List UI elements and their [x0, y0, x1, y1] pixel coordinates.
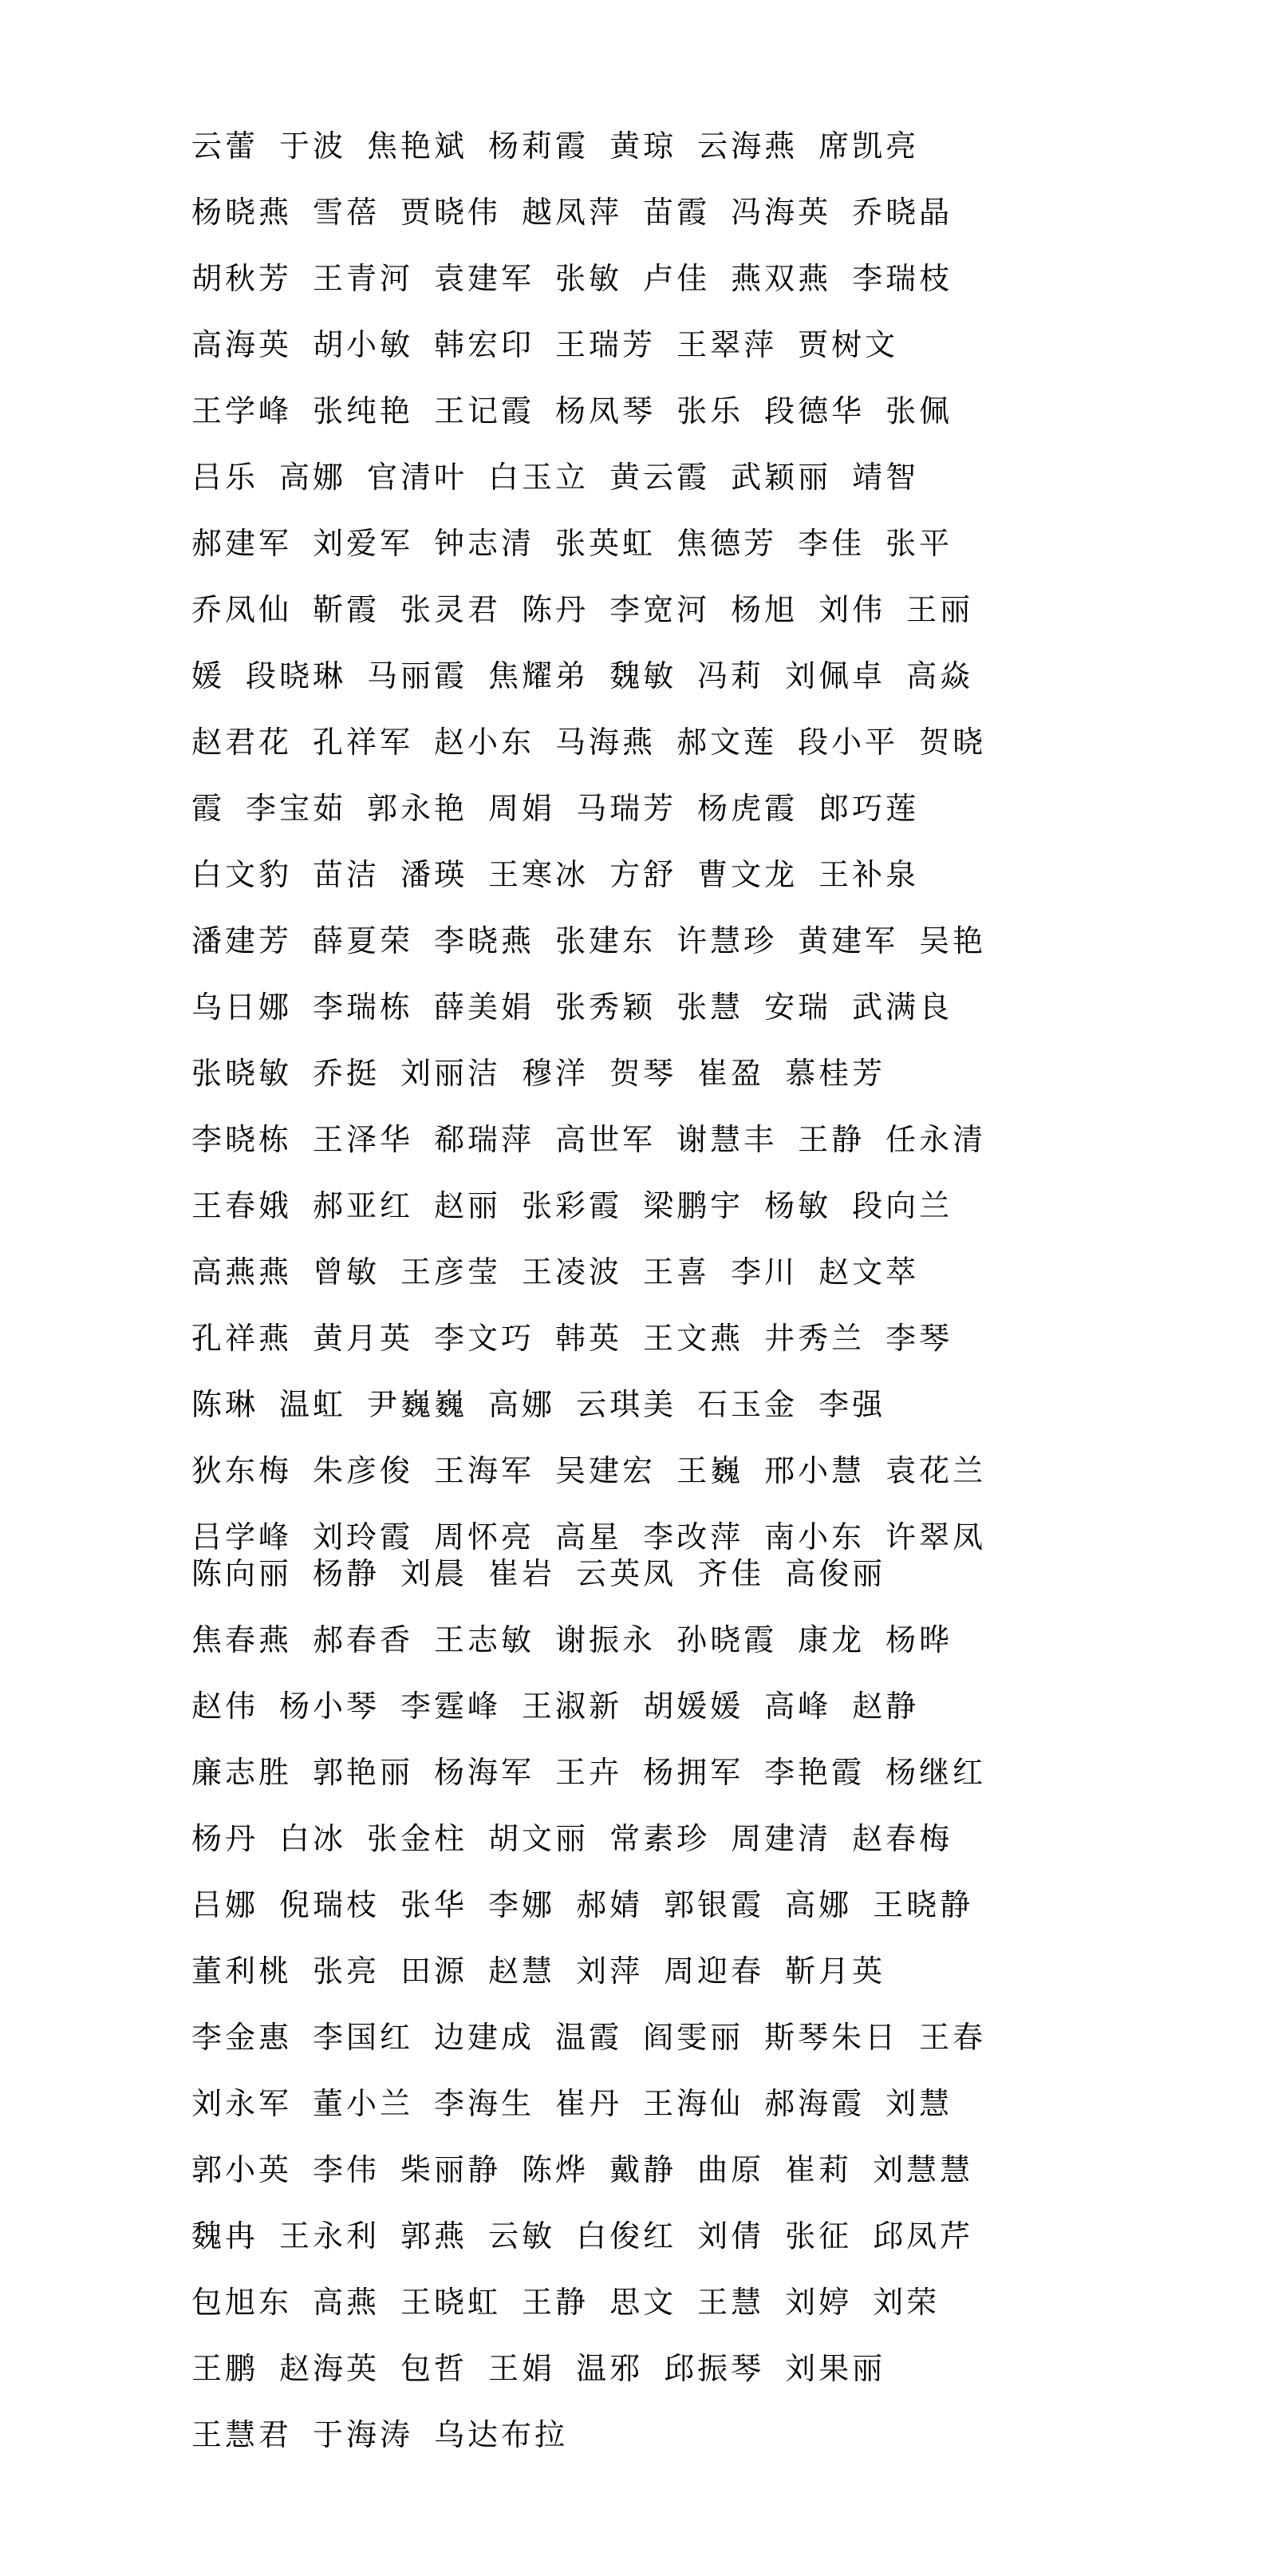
person-name: 王慧君 [191, 2417, 293, 2452]
person-name: 张秀颖 [555, 990, 657, 1025]
person-name: 许慧珍 [676, 923, 778, 958]
person-name: 高焱 [906, 658, 974, 693]
person-name: 郭艳丽 [313, 1755, 414, 1790]
person-name: 张平 [885, 526, 953, 561]
person-name: 高娜 [488, 1387, 556, 1422]
person-name: 乌达布拉 [434, 2417, 569, 2452]
person-name: 梁鹏宇 [643, 1188, 744, 1223]
person-name: 马丽霞 [367, 658, 468, 693]
person-name: 安瑞 [764, 990, 832, 1025]
person-name: 李伟 [313, 2152, 381, 2187]
person-name: 吕学峰 [191, 1519, 293, 1555]
person-name: 黄琼 [609, 128, 677, 164]
name-list-line [191, 1121, 1221, 1158]
person-name: 刘丽洁 [400, 1056, 502, 1091]
name-list-line [191, 724, 1221, 761]
person-name: 孔祥燕 [191, 1321, 293, 1356]
person-name: 周娟 [488, 791, 556, 826]
person-name: 孔祥军 [313, 725, 414, 760]
person-name: 齐佳 [697, 1556, 765, 1591]
person-name: 狄东梅 [191, 1453, 293, 1488]
person-name: 赵伟 [191, 1689, 259, 1724]
name-list-line [191, 1820, 1221, 1857]
person-name: 廉志胜 [191, 1755, 293, 1790]
person-name: 刘佩卓 [785, 658, 886, 693]
person-name: 刘伟 [818, 592, 886, 627]
person-name: 刘晨 [400, 1556, 468, 1591]
person-name: 刘荣 [873, 2285, 941, 2320]
person-name: 赵慧 [488, 1954, 556, 1989]
person-name: 董利桃 [191, 1954, 293, 1989]
person-name: 陈烨 [522, 2152, 590, 2187]
person-name: 袁花兰 [885, 1453, 987, 1488]
person-name: 李晓栋 [191, 1122, 293, 1157]
person-name: 杨莉霞 [488, 128, 590, 164]
person-name: 张晓敏 [191, 1056, 293, 1091]
person-name: 乌日娜 [191, 990, 293, 1025]
person-name: 王泽华 [313, 1122, 414, 1157]
person-name: 温霞 [555, 2020, 623, 2055]
name-list [191, 128, 1221, 2483]
person-name: 李霆峰 [400, 1689, 502, 1724]
person-name: 卢佳 [643, 261, 711, 296]
person-name: 白冰 [279, 1821, 347, 1856]
name-list-line [191, 1187, 1221, 1224]
person-name: 刘慧 [885, 2086, 953, 2121]
person-name: 尹巍巍 [367, 1387, 468, 1422]
person-name: 郭永艳 [367, 791, 468, 826]
person-name: 云海燕 [697, 128, 799, 164]
person-name: 于海涛 [313, 2417, 414, 2452]
person-name: 石玉金 [697, 1387, 799, 1422]
person-name: 李海生 [434, 2086, 535, 2121]
person-name: 杨晓燕 [191, 195, 293, 230]
person-name: 杨凤琴 [555, 393, 657, 429]
person-name: 王文燕 [643, 1321, 744, 1356]
name-list-line [191, 1887, 1221, 1923]
person-name: 王补泉 [818, 857, 920, 892]
person-name: 刘倩 [697, 2218, 765, 2254]
person-name: 高娜 [279, 460, 347, 495]
person-name: 焦德芳 [676, 526, 778, 561]
person-name: 崔丹 [555, 2086, 623, 2121]
person-name: 包旭东 [191, 2285, 293, 2320]
person-name: 李文巧 [434, 1321, 535, 1356]
person-name: 王静 [522, 2285, 590, 2320]
name-list-line [191, 1688, 1221, 1725]
person-name: 赵春梅 [852, 1821, 953, 1856]
person-name: 杨晔 [885, 1622, 953, 1657]
person-name: 郝海霞 [764, 2086, 866, 2121]
person-name: 焦艳斌 [367, 128, 468, 164]
person-name: 常素珍 [609, 1821, 711, 1856]
person-name: 白文豹 [191, 857, 293, 892]
person-name: 马瑞芳 [576, 791, 677, 826]
person-name: 胡秋芳 [191, 261, 293, 296]
person-name: 高峰 [764, 1689, 832, 1724]
person-name: 乔晓晶 [852, 195, 953, 230]
name-list-line [191, 1519, 1221, 1555]
name-list-line [191, 923, 1221, 959]
person-name: 靳霞 [313, 592, 381, 627]
person-name: 李佳 [798, 526, 866, 561]
person-name: 邱凤芹 [873, 2218, 974, 2254]
person-name: 杨敏 [764, 1188, 832, 1223]
person-name: 朱彦俊 [313, 1453, 414, 1488]
name-list-line [191, 1320, 1221, 1357]
person-name: 段德华 [764, 393, 866, 429]
person-name: 王静 [798, 1122, 866, 1157]
person-name: 周迎春 [664, 1954, 765, 1989]
person-name: 张纯艳 [313, 393, 414, 429]
person-name: 孙晓霞 [676, 1622, 778, 1657]
person-name: 霞 [191, 791, 226, 826]
person-name: 张华 [400, 1887, 468, 1922]
person-name: 薛夏荣 [313, 923, 414, 958]
person-name: 韩英 [555, 1321, 623, 1356]
name-list-line [191, 2085, 1221, 2122]
person-name: 李艳霞 [764, 1755, 866, 1790]
person-name: 倪瑞枝 [279, 1887, 381, 1922]
person-name: 王鹏 [191, 2351, 259, 2386]
name-list-line [191, 989, 1221, 1025]
person-name: 郭小英 [191, 2152, 293, 2187]
person-name: 王慧 [697, 2285, 765, 2320]
person-name: 越凤萍 [522, 195, 623, 230]
person-name: 赵海英 [279, 2351, 381, 2386]
person-name: 于波 [279, 128, 347, 164]
name-list-line [191, 2218, 1221, 2254]
person-name: 袁建军 [434, 261, 535, 296]
person-name: 雪蓓 [313, 195, 381, 230]
name-list-line [191, 1622, 1221, 1658]
person-name: 曾敏 [313, 1254, 381, 1290]
person-name: 曲原 [697, 2152, 765, 2187]
name-list-line [191, 2416, 1221, 2453]
person-name: 王志敏 [434, 1622, 535, 1657]
name-list-line [191, 2284, 1221, 2321]
person-name: 李瑞枝 [852, 261, 953, 296]
person-name: 杨静 [313, 1556, 381, 1591]
person-name: 云敏 [488, 2218, 556, 2254]
person-name: 陈琳 [191, 1387, 259, 1422]
person-name: 邢小慧 [764, 1453, 866, 1488]
person-name: 张英虹 [555, 526, 657, 561]
person-name: 焦耀弟 [488, 658, 590, 693]
person-name: 黄月英 [313, 1321, 414, 1356]
person-name: 周建清 [731, 1821, 832, 1856]
person-name: 张彩霞 [522, 1188, 623, 1223]
name-list-line [191, 1754, 1221, 1791]
person-name: 曹文龙 [697, 857, 799, 892]
person-name: 贾树文 [798, 327, 899, 362]
person-name: 高星 [555, 1519, 623, 1555]
person-name: 温邪 [576, 2351, 644, 2386]
person-name: 白俊红 [576, 2218, 677, 2254]
person-name: 斯琴朱日 [764, 2020, 899, 2055]
name-list-line [191, 658, 1221, 694]
person-name: 杨拥军 [643, 1755, 744, 1790]
person-name: 胡媛媛 [643, 1689, 744, 1724]
person-name: 王春 [919, 2020, 987, 2055]
person-name: 许翠凤 [885, 1519, 987, 1555]
person-name: 刘慧慧 [873, 2152, 974, 2187]
person-name: 杨旭 [731, 592, 799, 627]
person-name: 张灵君 [400, 592, 502, 627]
person-name: 张金柱 [367, 1821, 468, 1856]
person-name: 云蕾 [191, 128, 259, 164]
person-name: 苗洁 [313, 857, 381, 892]
person-name: 段小平 [798, 725, 899, 760]
name-list-line [191, 2019, 1221, 2056]
person-name: 吕乐 [191, 460, 259, 495]
person-name: 冯莉 [697, 658, 765, 693]
person-name: 杨丹 [191, 1821, 259, 1856]
person-name: 李改萍 [643, 1519, 744, 1555]
person-name: 王翠萍 [676, 327, 778, 362]
person-name: 焦春燕 [191, 1622, 293, 1657]
person-name: 刘萍 [576, 1954, 644, 1989]
person-name: 南小东 [764, 1519, 866, 1555]
person-name: 王记霞 [434, 393, 535, 429]
person-name: 赵静 [852, 1689, 920, 1724]
person-name: 戴静 [609, 2152, 677, 2187]
person-name: 郝亚红 [313, 1188, 414, 1223]
person-name: 席凯亮 [818, 128, 920, 164]
person-name: 钟志清 [434, 526, 535, 561]
person-name: 潘建芳 [191, 923, 293, 958]
person-name: 杨小琴 [279, 1689, 381, 1724]
person-name: 温虹 [279, 1387, 347, 1422]
person-name: 刘婷 [785, 2285, 853, 2320]
person-name: 王寒冰 [488, 857, 590, 892]
person-name: 赵丽 [434, 1188, 502, 1223]
person-name: 高俊丽 [785, 1556, 886, 1591]
person-name: 崔岩 [488, 1556, 556, 1591]
person-name: 谢慧丰 [676, 1122, 778, 1157]
person-name: 赵文萃 [818, 1254, 920, 1290]
person-name: 王春娥 [191, 1188, 293, 1223]
person-name: 李国红 [313, 2020, 414, 2055]
person-name: 李瑞栋 [313, 990, 414, 1025]
person-name: 薛美娟 [434, 990, 535, 1025]
person-name: 慕桂芳 [785, 1056, 886, 1091]
name-list-line [191, 790, 1221, 827]
person-name: 刘玲霞 [313, 1519, 414, 1555]
person-name: 包哲 [400, 2351, 468, 2386]
person-name: 郝文莲 [676, 725, 778, 760]
person-name: 赵君花 [191, 725, 293, 760]
person-name: 陈向丽 [191, 1556, 293, 1591]
person-name: 郝春香 [313, 1622, 414, 1657]
person-name: 靳月英 [785, 1954, 886, 1989]
person-name: 杨虎霞 [697, 791, 799, 826]
person-name: 燕双燕 [731, 261, 832, 296]
person-name: 康龙 [798, 1622, 866, 1657]
person-name: 高燕 [313, 2285, 381, 2320]
person-name: 高燕燕 [191, 1254, 293, 1290]
person-name: 穆洋 [522, 1056, 590, 1091]
person-name: 李宝茹 [246, 791, 347, 826]
person-name: 王海仙 [643, 2086, 744, 2121]
person-name: 王青河 [313, 261, 414, 296]
person-name: 王晓静 [873, 1887, 974, 1922]
person-name: 李娜 [488, 1887, 556, 1922]
person-name: 王彦莹 [400, 1254, 502, 1290]
person-name: 高娜 [785, 1887, 853, 1922]
person-name: 董小兰 [313, 2086, 414, 2121]
name-list-line [191, 128, 1221, 164]
person-name: 方舒 [609, 857, 677, 892]
person-name: 韩宏印 [434, 327, 535, 362]
person-name: 郎巧莲 [818, 791, 920, 826]
person-name: 贾晓伟 [400, 195, 502, 230]
person-name: 张建东 [555, 923, 657, 958]
person-name: 郭银霞 [664, 1887, 765, 1922]
name-list-line [191, 1452, 1221, 1489]
person-name: 魏冉 [191, 2218, 259, 2254]
person-name: 崔盈 [697, 1056, 765, 1091]
name-list-line [191, 1953, 1221, 1989]
person-name: 武颖丽 [731, 460, 832, 495]
person-name: 柴丽静 [400, 2152, 502, 2187]
person-name: 郗瑞萍 [434, 1122, 535, 1157]
person-name: 魏敏 [609, 658, 677, 693]
person-name: 任永清 [885, 1122, 987, 1157]
person-name: 乔凤仙 [191, 592, 293, 627]
name-list-line [191, 591, 1221, 628]
person-name: 高海英 [191, 327, 293, 362]
person-name: 黄云霞 [609, 460, 711, 495]
person-name: 云琪美 [576, 1387, 677, 1422]
person-name: 崔莉 [785, 2152, 853, 2187]
person-name: 高世军 [555, 1122, 657, 1157]
person-name: 吴建宏 [555, 1453, 657, 1488]
name-list-line [191, 459, 1221, 496]
person-name: 刘永军 [191, 2086, 293, 2121]
person-name: 刘果丽 [785, 2351, 886, 2386]
name-list-line [191, 1386, 1221, 1423]
name-list-line [191, 856, 1221, 893]
person-name: 王瑞芳 [555, 327, 657, 362]
person-name: 谢振永 [555, 1622, 657, 1657]
person-name: 官清叶 [367, 460, 468, 495]
person-name: 张亮 [313, 1954, 381, 1989]
person-name: 王喜 [643, 1254, 711, 1290]
person-name: 阎雯丽 [643, 2020, 744, 2055]
person-name: 李晓燕 [434, 923, 535, 958]
person-name: 井秀兰 [764, 1321, 866, 1356]
person-name: 王凌波 [522, 1254, 623, 1290]
name-list-line [191, 1254, 1221, 1290]
person-name: 李川 [731, 1254, 799, 1290]
person-name: 张佩 [885, 393, 953, 429]
person-name: 李强 [818, 1387, 886, 1422]
person-name: 郝建军 [191, 526, 293, 561]
name-list-line [191, 260, 1221, 297]
person-name: 王丽 [906, 592, 974, 627]
person-name: 吕娜 [191, 1887, 259, 1922]
name-list-line [191, 2350, 1221, 2387]
person-name: 王卉 [555, 1755, 623, 1790]
person-name: 李金惠 [191, 2020, 293, 2055]
name-list-line [191, 194, 1221, 231]
person-name: 思文 [609, 2285, 677, 2320]
name-list-line [191, 326, 1221, 363]
person-name: 王晓虹 [400, 2285, 502, 2320]
person-name: 张征 [785, 2218, 853, 2254]
person-name: 邱振琴 [664, 2351, 765, 2386]
person-name: 郭燕 [400, 2218, 468, 2254]
person-name: 段晓琳 [246, 658, 347, 693]
person-name: 王海军 [434, 1453, 535, 1488]
person-name: 张敏 [555, 261, 623, 296]
person-name: 张乐 [676, 393, 744, 429]
person-name: 冯海英 [731, 195, 832, 230]
person-name: 赵小东 [434, 725, 535, 760]
person-name: 贺晓 [919, 725, 987, 760]
person-name: 刘爱军 [313, 526, 414, 561]
person-name: 媛 [191, 658, 226, 693]
person-name: 苗霞 [643, 195, 711, 230]
person-name: 武满良 [852, 990, 953, 1025]
person-name: 杨继红 [885, 1755, 987, 1790]
name-list-line [191, 1055, 1221, 1092]
person-name: 王巍 [676, 1453, 744, 1488]
person-name: 王永利 [279, 2218, 381, 2254]
name-list-line [191, 1555, 1221, 1592]
person-name: 黄建军 [798, 923, 899, 958]
person-name: 白玉立 [488, 460, 590, 495]
person-name: 杨海军 [434, 1755, 535, 1790]
person-name: 李宽河 [609, 592, 711, 627]
person-name: 胡文丽 [488, 1821, 590, 1856]
person-name: 段向兰 [852, 1188, 953, 1223]
name-list-line [191, 525, 1221, 562]
person-name: 张慧 [676, 990, 744, 1025]
person-name: 云英凤 [576, 1556, 677, 1591]
person-name: 郝婧 [576, 1887, 644, 1922]
person-name: 李琴 [885, 1321, 953, 1356]
person-name: 吴艳 [919, 923, 987, 958]
person-name: 陈丹 [522, 592, 590, 627]
person-name: 王娟 [488, 2351, 556, 2386]
person-name: 周怀亮 [434, 1519, 535, 1555]
name-list-line [191, 2151, 1221, 2188]
name-list-line [191, 393, 1221, 429]
person-name: 潘瑛 [400, 857, 468, 892]
person-name: 王学峰 [191, 393, 293, 429]
person-name: 边建成 [434, 2020, 535, 2055]
person-name: 乔挺 [313, 1056, 381, 1091]
person-name: 靖智 [852, 460, 920, 495]
person-name: 胡小敏 [313, 327, 414, 362]
person-name: 王淑新 [522, 1689, 623, 1724]
person-name: 贺琴 [609, 1056, 677, 1091]
person-name: 田源 [400, 1954, 468, 1989]
person-name: 马海燕 [555, 725, 657, 760]
